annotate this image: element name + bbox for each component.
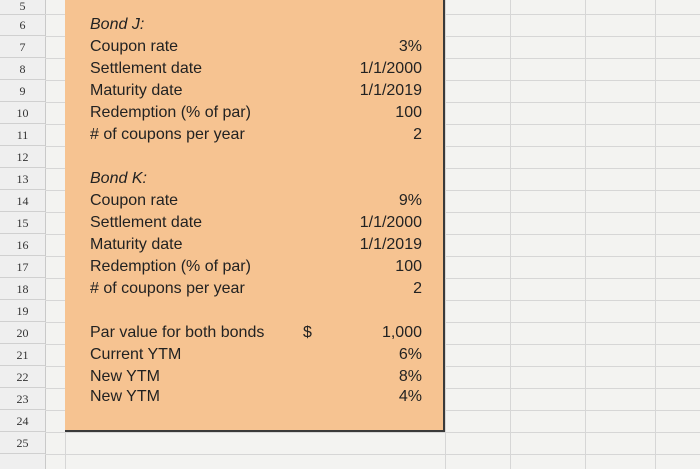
current-ytm-label[interactable]: Current YTM xyxy=(90,346,182,363)
bond-k-coupon-rate-value[interactable]: 9% xyxy=(398,192,422,209)
par-value[interactable]: 1,000 xyxy=(381,324,422,341)
bond-j-coupon-rate-label[interactable]: Coupon rate xyxy=(90,38,179,55)
bond-k-settlement-label[interactable]: Settlement date xyxy=(90,214,203,231)
bond-j-settlement-label[interactable]: Settlement date xyxy=(90,60,203,77)
currency-symbol: $ xyxy=(303,324,312,341)
row-number[interactable]: 23 xyxy=(0,388,45,410)
bond-k-maturity-label[interactable]: Maturity date xyxy=(90,236,183,253)
new-ytm-label-2[interactable]: New YTM xyxy=(90,388,160,405)
bond-j-settlement-value[interactable]: 1/1/2000 xyxy=(359,60,422,77)
row-number[interactable]: 24 xyxy=(0,410,45,432)
row-number[interactable]: 15 xyxy=(0,212,45,234)
row-number[interactable]: 18 xyxy=(0,278,45,300)
row-number[interactable]: 17 xyxy=(0,256,45,278)
bond-k-coupons-label[interactable]: # of coupons per year xyxy=(90,280,245,297)
bond-j-redemption-label[interactable]: Redemption (% of par) xyxy=(90,104,251,121)
row-number[interactable]: 20 xyxy=(0,322,45,344)
row-number[interactable]: 22 xyxy=(0,366,45,388)
new-ytm-label-1[interactable]: New YTM xyxy=(90,368,160,385)
row-number[interactable]: 7 xyxy=(0,36,45,58)
row-number[interactable]: 13 xyxy=(0,168,45,190)
bond-k-redemption-value[interactable]: 100 xyxy=(395,258,422,275)
row-number[interactable]: 16 xyxy=(0,234,45,256)
row-header-column xyxy=(0,0,46,469)
bond-k-title[interactable]: Bond K: xyxy=(90,170,147,187)
bond-j-coupons-label[interactable]: # of coupons per year xyxy=(90,126,245,143)
row-number[interactable]: 25 xyxy=(0,432,45,454)
row-number[interactable]: 8 xyxy=(0,58,45,80)
par-value-label[interactable]: Par value for both bonds xyxy=(90,324,265,341)
row-number-partial[interactable]: 5 xyxy=(0,0,45,15)
row-number[interactable]: 19 xyxy=(0,300,45,322)
bond-j-coupon-rate-value[interactable]: 3% xyxy=(398,38,422,55)
row-number[interactable]: 10 xyxy=(0,102,45,124)
bond-k-redemption-label[interactable]: Redemption (% of par) xyxy=(90,258,251,275)
bond-k-coupons-value[interactable]: 2 xyxy=(413,280,422,297)
row-number[interactable]: 21 xyxy=(0,344,45,366)
bond-k-coupon-rate-label[interactable]: Coupon rate xyxy=(90,192,179,209)
current-ytm-value[interactable]: 6% xyxy=(398,346,422,363)
row-number[interactable]: 12 xyxy=(0,146,45,168)
row-number[interactable]: 9 xyxy=(0,80,45,102)
bond-j-title[interactable]: Bond J: xyxy=(90,16,145,33)
row-number[interactable]: 11 xyxy=(0,124,45,146)
bond-j-maturity-label[interactable]: Maturity date xyxy=(90,82,183,99)
bond-k-maturity-value[interactable]: 1/1/2019 xyxy=(359,236,422,253)
new-ytm-value-1[interactable]: 8% xyxy=(398,368,422,385)
row-number[interactable]: 6 xyxy=(0,14,45,36)
row-number[interactable]: 14 xyxy=(0,190,45,212)
bond-k-settlement-value[interactable]: 1/1/2000 xyxy=(359,214,422,231)
new-ytm-value-2[interactable]: 4% xyxy=(398,388,422,405)
bond-j-maturity-value[interactable]: 1/1/2019 xyxy=(359,82,422,99)
bond-j-coupons-value[interactable]: 2 xyxy=(413,126,422,143)
bond-j-redemption-value[interactable]: 100 xyxy=(395,104,422,121)
